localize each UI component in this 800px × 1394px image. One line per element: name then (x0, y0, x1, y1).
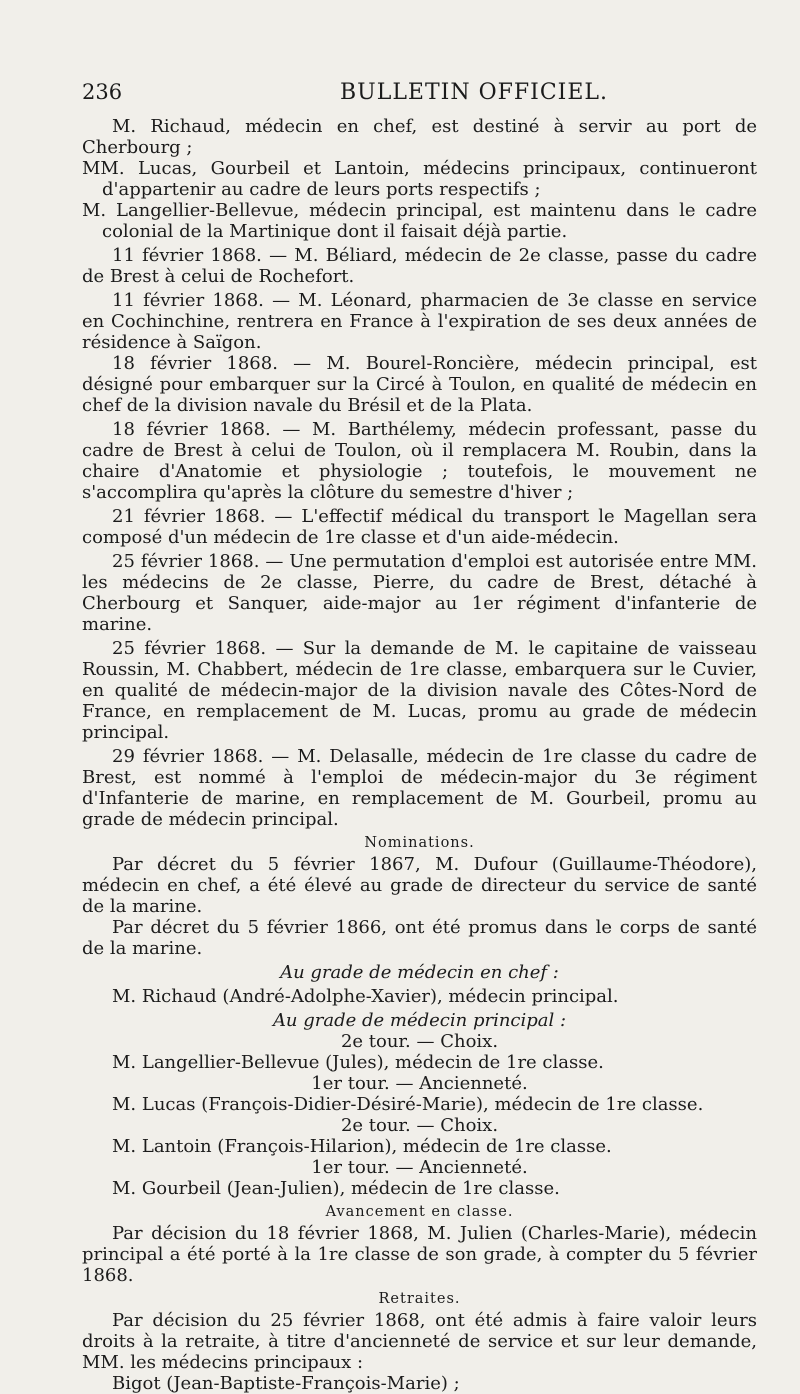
subheading-medecin-principal: Au grade de médecin principal : (272, 1010, 567, 1031)
entry-bigot: Bigot (Jean-Baptiste-François-Marie) ; (112, 1373, 460, 1394)
paragraph-beliard: 11 février 1868. — M. Béliard, médecin de 2e classe, passe du cadre de Brest à celui de Rochefort. (82, 245, 757, 287)
entry-lantoin: M. Lantoin (François-Hilarion), médecin de 1re classe. (112, 1136, 612, 1157)
paragraph-chabbert: 25 février 1868. — Sur la demande de M. le capitaine de vaisseau Roussin, M. Chabbert, médecin de 1re classe, embarquera sur le Cuvier, en qualité de médecin-major de la division navale des Côtes-Nord de France, en remplacement de M. Lucas, promu au grade de médecin principal. (82, 638, 757, 743)
subheading-medecin-en-chef: Au grade de médecin en chef : (280, 962, 559, 983)
paragraph-langellier-bellevue: M. Langellier-Bellevue, médecin principal, est maintenu dans le cadre colonial de la Martinique dont il faisait déjà partie. (82, 200, 757, 242)
tour-label: 2e tour. — Choix. (340, 1115, 499, 1136)
paragraph-lucas-gourbeil-lantoin: MM. Lucas, Gourbeil et Lantoin, médecins principaux, continueront d'appartenir au cadre de leurs ports respectifs ; (82, 158, 757, 200)
section-heading-nominations: Nominations. (364, 835, 475, 851)
paragraph-decret-1866: Par décret du 5 février 1866, ont été promus dans le corps de santé de la marine. (82, 917, 757, 959)
tour-label: 1er tour. — Ancienneté. (311, 1157, 528, 1178)
section-heading-avancement: Avancement en classe. (325, 1204, 514, 1220)
paragraph-magellan: 21 février 1868. — L'effectif médical du transport le Magellan sera composé d'un médecin de 1re classe et d'un aide-médecin. (82, 506, 757, 548)
page-header (82, 80, 772, 114)
tour-label: 1er tour. — Ancienneté. (311, 1073, 528, 1094)
entry-lucas: M. Lucas (François-Didier-Désiré-Marie), médecin de 1re classe. (112, 1094, 704, 1115)
section-heading-retraites: Retraites. (378, 1291, 461, 1307)
paragraph-delasalle: 29 février 1868. — M. Delasalle, médecin de 1re classe du cadre de Brest, est nommé à l'emploi de médecin-major du 3e régiment d'Infanterie de marine, en remplacement de M. Gourbeil, promu au grade de médecin principal. (82, 746, 757, 830)
entry-richaud: M. Richaud (André-Adolphe-Xavier), médecin principal. (112, 986, 619, 1007)
page-body (82, 116, 757, 1394)
paragraph-dufour: Par décret du 5 février 1867, M. Dufour (Guillaume-Théodore), médecin en chef, a été élevé au grade de directeur du service de santé de la marine. (82, 854, 757, 917)
paragraph-retraites: Par décision du 25 février 1868, ont été admis à faire valoir leurs droits à la retraite, à titre d'ancienneté de service et sur leur demande, MM. les médecins principaux : (82, 1310, 757, 1373)
paragraph-bourel-ronciere: 18 février 1868. — M. Bourel-Roncière, médecin principal, est désigné pour embarquer sur la Circé à Toulon, en qualité de médecin en chef de la division navale du Brésil et de la Plata. (82, 353, 757, 416)
entry-langellier-bellevue: M. Langellier-Bellevue (Jules), médecin de 1re classe. (112, 1052, 604, 1073)
entry-gourbeil: M. Gourbeil (Jean-Julien), médecin de 1re classe. (112, 1178, 560, 1199)
tour-label: 2e tour. — Choix. (340, 1031, 499, 1052)
paragraph-permutation: 25 février 1868. — Une permutation d'emploi est autorisée entre MM. les médecins de 2e classe, Pierre, du cadre de Brest, détaché à Cherbourg et Sanquer, aide-major au 1er régiment d'infanterie de marine. (82, 551, 757, 635)
paragraph-julien: Par décision du 18 février 1868, M. Julien (Charles-Marie), médecin principal a été porté à la 1re classe de son grade, à compter du 5 février 1868. (82, 1223, 757, 1286)
paragraph-barthelemy: 18 février 1868. — M. Barthélemy, médecin professant, passe du cadre de Brest à celui de Toulon, où il remplacera M. Roubin, dans la chaire d'Anatomie et physiologie ; toutefois, le mouvement ne s'accomplira qu'après la clôture du semestre d'hiver ; (82, 419, 757, 503)
paragraph-richaud: M. Richaud, médecin en chef, est destiné à servir au port de Cherbourg ; (82, 116, 757, 158)
paragraph-leonard: 11 février 1868. — M. Léonard, pharmacien de 3e classe en service en Cochinchine, rentrera en France à l'expiration de ses deux années de résidence à Saïgon. (82, 290, 757, 353)
running-head: BULLETIN OFFICIEL. (340, 80, 609, 105)
page-number: 236 (82, 80, 123, 104)
